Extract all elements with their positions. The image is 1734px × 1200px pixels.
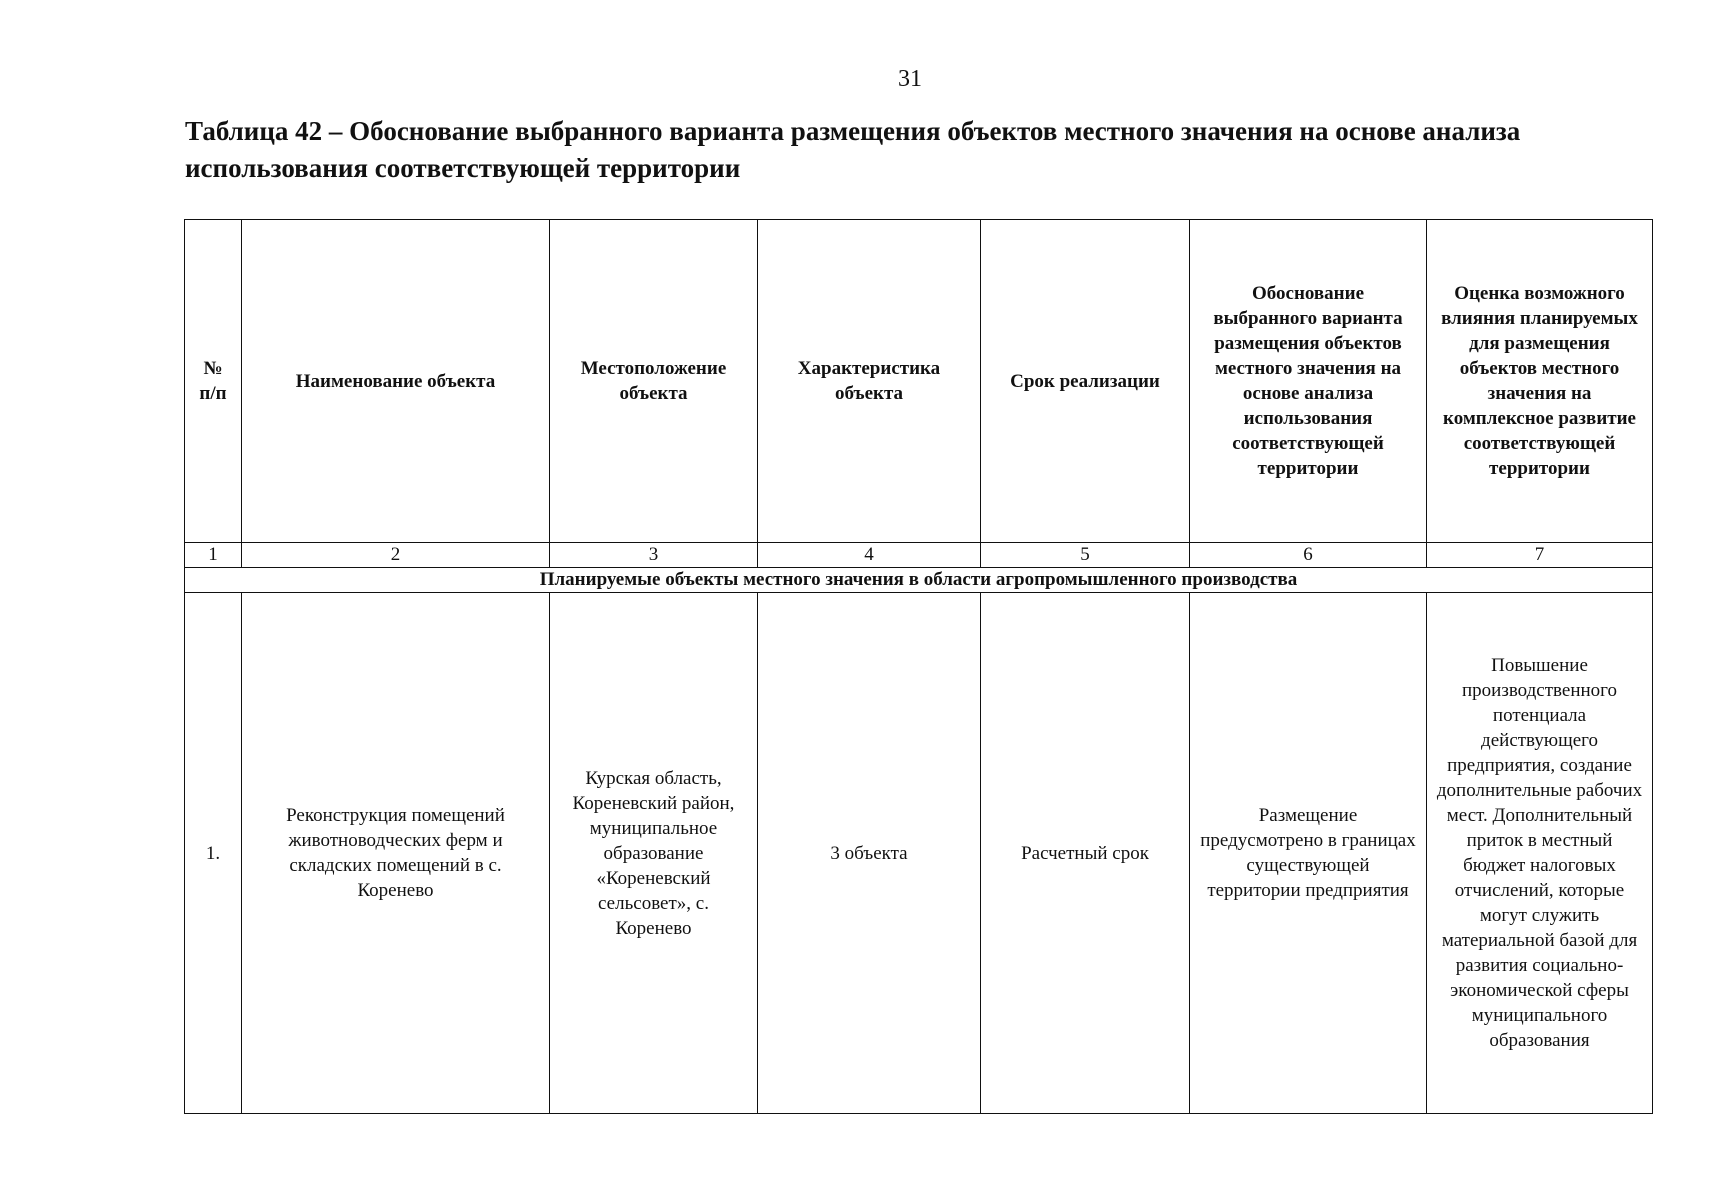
section-title: Планируемые объекты местного значения в области агропромышленного производства <box>185 568 1653 593</box>
column-number: 3 <box>550 543 758 568</box>
row-characteristic: 3 объекта <box>758 593 981 1114</box>
row-justification: Размещение предусмотрено в границах существующей территории предприятия <box>1190 593 1427 1114</box>
row-name: Реконструкция помещений животноводческих ферм и складских помещений в с. Коренево <box>242 593 550 1114</box>
table-row <box>185 593 1653 1114</box>
row-term: Расчетный срок <box>981 593 1190 1114</box>
header-cell-name: Наименование объекта <box>242 220 550 543</box>
header-cell-number: № п/п <box>185 220 242 543</box>
column-number: 6 <box>1190 543 1427 568</box>
justification-table <box>184 219 1653 1114</box>
row-impact: Повышение производственного потенциала действующего предприятия, создание дополнительные рабочих мест. Дополнительный приток в местный бюджет налоговых отчислений, которые могут служить материальной базой для развития социально-экономической сферы муниципального образования <box>1427 593 1653 1114</box>
header-cell-characteristic: Характеристика объекта <box>758 220 981 543</box>
section-row <box>185 568 1653 593</box>
header-cell-impact: Оценка возможного влияния планируемых для размещения объектов местного значения на комплексное развитие соответствующей территории <box>1427 220 1653 543</box>
column-number: 5 <box>981 543 1190 568</box>
column-number: 7 <box>1427 543 1653 568</box>
column-number-row <box>185 543 1653 568</box>
header-cell-term: Срок реализации <box>981 220 1190 543</box>
column-number: 2 <box>242 543 550 568</box>
table-title: Таблица 42 – Обоснование выбранного варианта размещения объектов местного значения на основе анализа использования соответствующей территории <box>185 116 1521 183</box>
row-number: 1. <box>185 593 242 1114</box>
header-cell-location: Местоположение объекта <box>550 220 758 543</box>
column-number: 4 <box>758 543 981 568</box>
page-number: 31 <box>898 66 922 92</box>
row-location: Курская область, Кореневский район, муниципальное образование «Кореневский сельсовет», с. Коренево <box>550 593 758 1114</box>
column-number: 1 <box>185 543 242 568</box>
header-cell-justification: Обоснование выбранного варианта размещения объектов местного значения на основе анализа использования соответствующей территории <box>1190 220 1427 543</box>
header-row <box>185 220 1653 543</box>
